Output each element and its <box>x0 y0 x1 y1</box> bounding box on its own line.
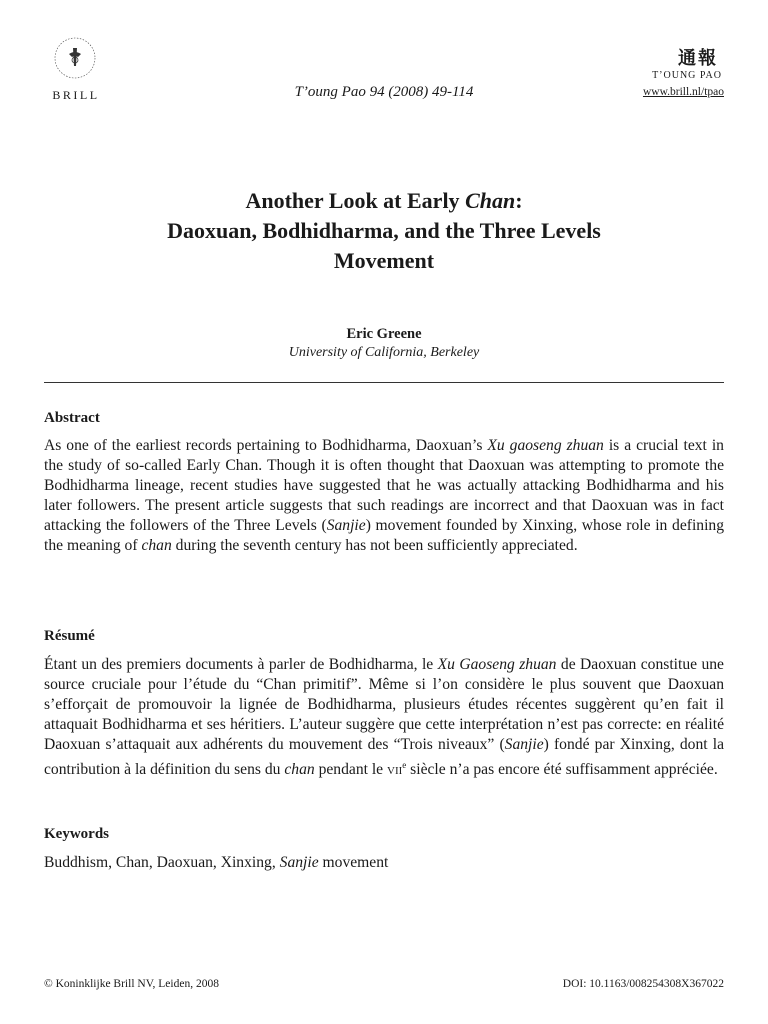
journal-chinese-title: 通報 <box>678 48 718 69</box>
title-line-2: Daoxuan, Bodhidharma, and the Three Levels <box>167 218 601 243</box>
keywords-heading: Keywords <box>44 826 109 842</box>
abstract-heading: Abstract <box>44 410 100 426</box>
journal-url-link[interactable]: www.brill.nl/tpao <box>642 86 724 98</box>
article-title <box>0 186 768 276</box>
title-line-3: Movement <box>333 248 435 273</box>
resume-text: Étant un des premiers documents à parler de Bodhidharma, le Xu Gaoseng zhuan de Daoxuan constitue une source cruciale pour l’étude du “Chan primitif”. Même si l’on considère le plus souvent que Daoxuan s’efforçait de promouvoir la lignée de Bodhidharma, plusieurs études récentes suggèrent qu’en fait il attaquait Bodhidharma et ses héritiers. L’auteur suggère que cette interprétation n’est pas correcte: en réalité Daoxuan s’attaquait aux adhérents du mouvement des “Trois niveaux” (Sanjie) fondé par Xinxing, dont la contribution à la définition du sens du chan pendant le vii$^e$ siècle n’a pas encore été suffisamment appréciée. <box>44 656 725 779</box>
author-affiliation: University of California, Berkeley <box>288 345 480 360</box>
title-line-1-suffix: : <box>515 188 523 213</box>
publisher-wordmark: BRILL <box>52 88 100 102</box>
title-line-1-italic: Chan <box>465 188 516 213</box>
copyright-notice: © Koninklijke Brill NV, Leiden, 2008 <box>44 978 219 990</box>
keywords-text: Buddhism, Chan, Daoxuan, Xinxing, Sanjie movement <box>44 854 389 871</box>
doi: DOI: 10.1163/008254308X367022 <box>562 978 724 990</box>
divider <box>44 382 724 383</box>
journal-citation: T’oung Pao 94 (2008) 49-114 <box>294 84 474 100</box>
title-line-1 <box>0 186 768 216</box>
author-name: Eric Greene <box>346 326 422 342</box>
journal-roman-title: T’OUNG PAO <box>652 70 722 81</box>
resume-heading: Résumé <box>44 628 95 644</box>
title-line-1-text: Another Look at Early <box>245 188 466 213</box>
abstract-text: As one of the earliest records pertaining to Bodhidharma, Daoxuan’s Xu gaoseng zhuan is a crucial text in the study of so-called Early Chan. Though it is often thought that Daoxuan was attempting to promote the Bodhidharma lineage, recent studies have suggested that he was actually attacking Bodhidharma and his later followers. The present article suggests that such readings are incorrect and that Daoxuan was in fact attacking the followers of the Three Levels (Sanjie) movement founded by Xinxing, whose role in defining the meaning of chan during the seventh century has not been sufficiently appreciated. <box>44 437 724 554</box>
